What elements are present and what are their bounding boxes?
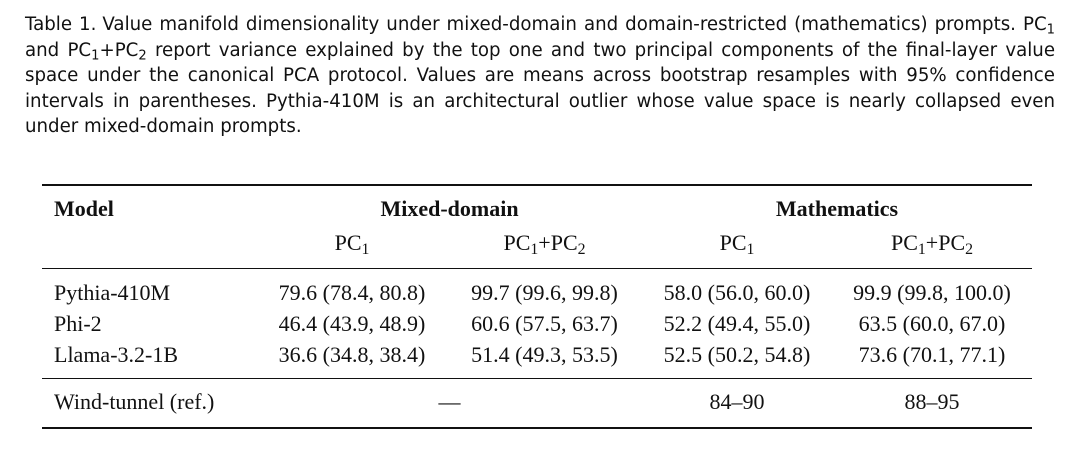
reference-math-pc1-value: 84–90: [642, 379, 832, 429]
value-cell: 52.2 (49.4, 55.0): [663, 310, 811, 336]
value-cell: 63.5 (60.0, 67.0): [858, 310, 1006, 336]
caption-text: +PC: [99, 39, 139, 61]
subheader-m-pc12: $PC_1+PC_2$: [890, 230, 974, 258]
value-cell: 51.4 (49.3, 53.5): [471, 341, 618, 367]
subheader-m-pc1: $PC_1$: [719, 230, 755, 258]
value-cell: 46.4 (43.9, 48.9): [278, 310, 426, 336]
subheader-md-pc12: $PC_1+PC_2$: [503, 230, 586, 258]
caption-subscript: 1: [1046, 22, 1055, 38]
reference-mixed-domain-value: —: [257, 379, 642, 429]
reference-model-name: Wind-tunnel (ref.): [42, 379, 257, 429]
results-table: [42, 184, 1032, 429]
value-cell: 36.6 (34.8, 38.4): [278, 341, 426, 367]
value-cell: 99.9 (99.8, 100.0): [832, 269, 1032, 309]
model-header: Model: [42, 185, 257, 224]
caption-subscript: 1: [91, 47, 100, 63]
value-cell: 99.7 (99.6, 99.8): [447, 269, 642, 309]
caption-text: and PC: [25, 39, 92, 61]
table-row: [42, 308, 1032, 339]
table-caption: [25, 12, 1055, 140]
value-cell: 58.0 (56.0, 60.0): [642, 269, 832, 309]
empty-header-cell: [42, 224, 257, 269]
header-row: [42, 185, 1032, 224]
mixed-domain-header: Mixed-domain: [257, 185, 642, 224]
caption-text: report variance explained by the top one and two principal components of the final-layer value space under the canonical PCA protocol. Values are means across bootstrap resamples with 95% confidence intervals in parentheses. Pythia-410M is an architectural outlier whose value space is nearly collapsed even under mixed-domain prompts.: [25, 39, 1056, 137]
subheader-row: [42, 224, 1032, 269]
model-name: Phi-2: [54, 310, 102, 336]
value-cell: 60.6 (57.5, 63.7): [471, 310, 618, 336]
caption-subscript: 2: [138, 47, 147, 63]
table-row: [42, 269, 1032, 309]
value-cell: 52.5 (50.2, 54.8): [663, 341, 811, 367]
value-cell: 73.6 (70.1, 77.1): [858, 341, 1006, 367]
table-row: [42, 339, 1032, 379]
mathematics-header: Mathematics: [642, 185, 1032, 224]
model-name: Pythia-410M: [42, 269, 257, 309]
caption-label: Table 1.: [25, 14, 97, 35]
reference-row: [42, 379, 1032, 429]
model-name: Llama-3.2-1B: [54, 341, 179, 367]
reference-math-pc12-value: 88–95: [832, 379, 1032, 429]
caption-text: Value manifold dimensionality under mixed-domain and domain-restricted (mathematics) prompts. PC: [102, 14, 1047, 35]
subheader-md-pc1: $PC_1$: [334, 230, 370, 258]
value-cell: 79.6 (78.4, 80.8): [257, 269, 447, 309]
